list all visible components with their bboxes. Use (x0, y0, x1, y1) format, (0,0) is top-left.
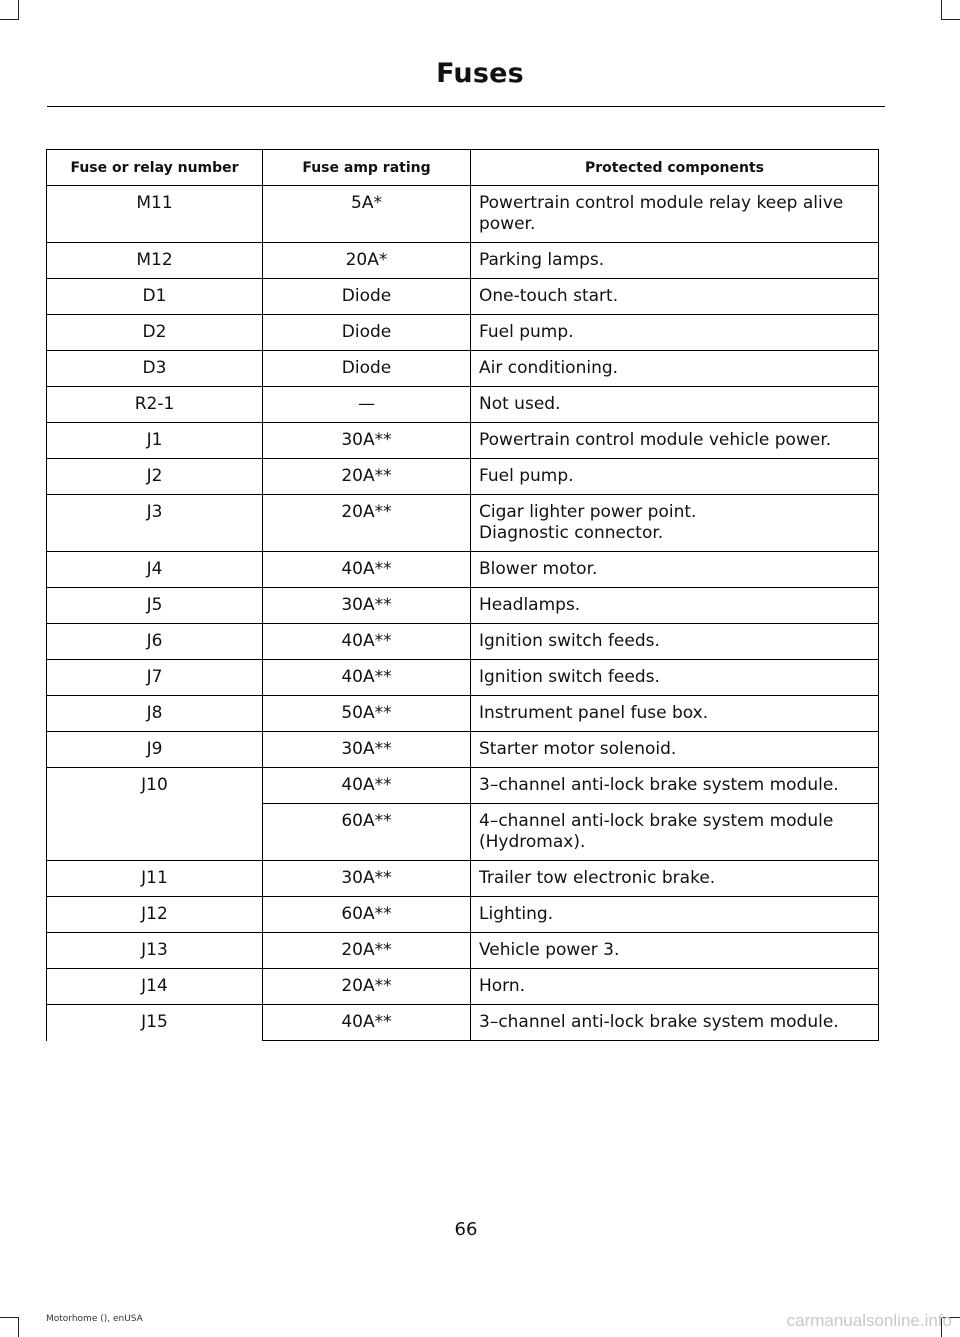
amp-rating: — (263, 387, 471, 423)
table-row (47, 969, 879, 1005)
column-header-protected-components: Protected components (471, 150, 879, 186)
table-row (47, 552, 879, 588)
page-number: 66 (454, 1219, 478, 1240)
amp-rating: Diode (263, 315, 471, 351)
table-row (47, 423, 879, 459)
amp-rating: Diode (263, 279, 471, 315)
table-row (47, 243, 879, 279)
crop-mark (0, 19, 19, 20)
fuse-number: J3 (47, 495, 263, 552)
amp-rating: 30A** (263, 588, 471, 624)
amp-rating: 60A** (263, 804, 471, 861)
table-row (47, 351, 879, 387)
amp-rating: 40A** (263, 624, 471, 660)
protected-component: Vehicle power 3. (471, 933, 879, 969)
protected-component: 3–channel anti-lock brake system module. (471, 768, 879, 804)
fuse-number: J14 (47, 969, 263, 1005)
protected-component: Ignition switch feeds. (471, 660, 879, 696)
fuse-number: J15 (47, 1005, 263, 1041)
crop-mark (941, 19, 960, 20)
title-divider (47, 106, 885, 107)
table-row (47, 624, 879, 660)
amp-rating: 20A** (263, 969, 471, 1005)
fuse-number: J10 (47, 768, 263, 861)
protected-component: Cigar lighter power point. (479, 502, 697, 522)
crop-mark (18, 0, 19, 20)
table-row (47, 186, 879, 243)
fuse-number: J11 (47, 861, 263, 897)
document-footer: Motorhome (), enUSA (46, 1314, 143, 1324)
protected-component: Fuel pump. (471, 459, 879, 495)
amp-rating: 40A** (263, 1005, 471, 1041)
amp-rating: 20A** (263, 459, 471, 495)
protected-component: Blower motor. (471, 552, 879, 588)
table-row (47, 387, 879, 423)
fuse-number: J7 (47, 660, 263, 696)
amp-rating: 5A* (263, 186, 471, 243)
crop-mark (18, 1317, 19, 1337)
protected-component: One-touch start. (471, 279, 879, 315)
fuse-number: J12 (47, 897, 263, 933)
protected-component: Fuel pump. (471, 315, 879, 351)
fuse-number: J8 (47, 696, 263, 732)
fuse-number: D1 (47, 279, 263, 315)
fuse-number: J5 (47, 588, 263, 624)
amp-rating: 40A** (263, 660, 471, 696)
protected-component: Ignition switch feeds. (471, 624, 879, 660)
amp-rating: 40A** (263, 768, 471, 804)
table-row (47, 933, 879, 969)
protected-component: Instrument panel fuse box. (471, 696, 879, 732)
crop-mark (941, 0, 942, 20)
amp-rating: 50A** (263, 696, 471, 732)
column-header-amp-rating: Fuse amp rating (263, 150, 471, 186)
protected-component: Headlamps. (471, 588, 879, 624)
table-row (47, 768, 879, 804)
table-header-row (47, 150, 879, 186)
fuse-number: J6 (47, 624, 263, 660)
amp-rating: 20A* (263, 243, 471, 279)
protected-component: Starter motor solenoid. (471, 732, 879, 768)
fuse-number: M11 (47, 186, 263, 243)
fuse-number: J9 (47, 732, 263, 768)
amp-rating: Diode (263, 351, 471, 387)
fuse-table (46, 149, 879, 1041)
protected-component: Powertrain control module vehicle power. (471, 423, 879, 459)
fuse-number: J1 (47, 423, 263, 459)
table-row (47, 696, 879, 732)
protected-component: 4–channel anti-lock brake system module (Hydromax). (471, 804, 879, 861)
table-row (47, 897, 879, 933)
fuse-number: M12 (47, 243, 263, 279)
amp-rating: 20A** (263, 495, 471, 552)
protected-component: Air conditioning. (471, 351, 879, 387)
table-row (47, 588, 879, 624)
table-row (47, 861, 879, 897)
amp-rating: 30A** (263, 423, 471, 459)
table-row (47, 315, 879, 351)
amp-rating: 30A** (263, 861, 471, 897)
table-row (47, 459, 879, 495)
protected-component: Parking lamps. (471, 243, 879, 279)
protected-component: Powertrain control module relay keep alive power. (471, 186, 879, 243)
protected-component: 3–channel anti-lock brake system module. (471, 1005, 879, 1041)
table-row (47, 1005, 879, 1041)
column-header-fuse-number: Fuse or relay number (47, 150, 263, 186)
protected-component: Horn. (471, 969, 879, 1005)
table-row (47, 279, 879, 315)
fuse-number: R2-1 (47, 387, 263, 423)
fuse-number: J2 (47, 459, 263, 495)
table-row (47, 495, 879, 552)
fuse-number: D3 (47, 351, 263, 387)
fuse-number: D2 (47, 315, 263, 351)
fuse-number: J4 (47, 552, 263, 588)
protected-component: Lighting. (471, 897, 879, 933)
protected-component: Trailer tow electronic brake. (471, 861, 879, 897)
protected-component: Diagnostic connector. (479, 523, 664, 543)
page-title: Fuses (436, 58, 524, 89)
crop-mark (0, 1317, 19, 1318)
amp-rating: 60A** (263, 897, 471, 933)
amp-rating: 40A** (263, 552, 471, 588)
table-row (47, 660, 879, 696)
protected-component-cell (471, 495, 879, 552)
fuse-number: J13 (47, 933, 263, 969)
amp-rating: 20A** (263, 933, 471, 969)
protected-component: Not used. (471, 387, 879, 423)
amp-rating: 30A** (263, 732, 471, 768)
watermark: carmanualsonline.info (786, 1311, 952, 1330)
table-row (47, 732, 879, 768)
